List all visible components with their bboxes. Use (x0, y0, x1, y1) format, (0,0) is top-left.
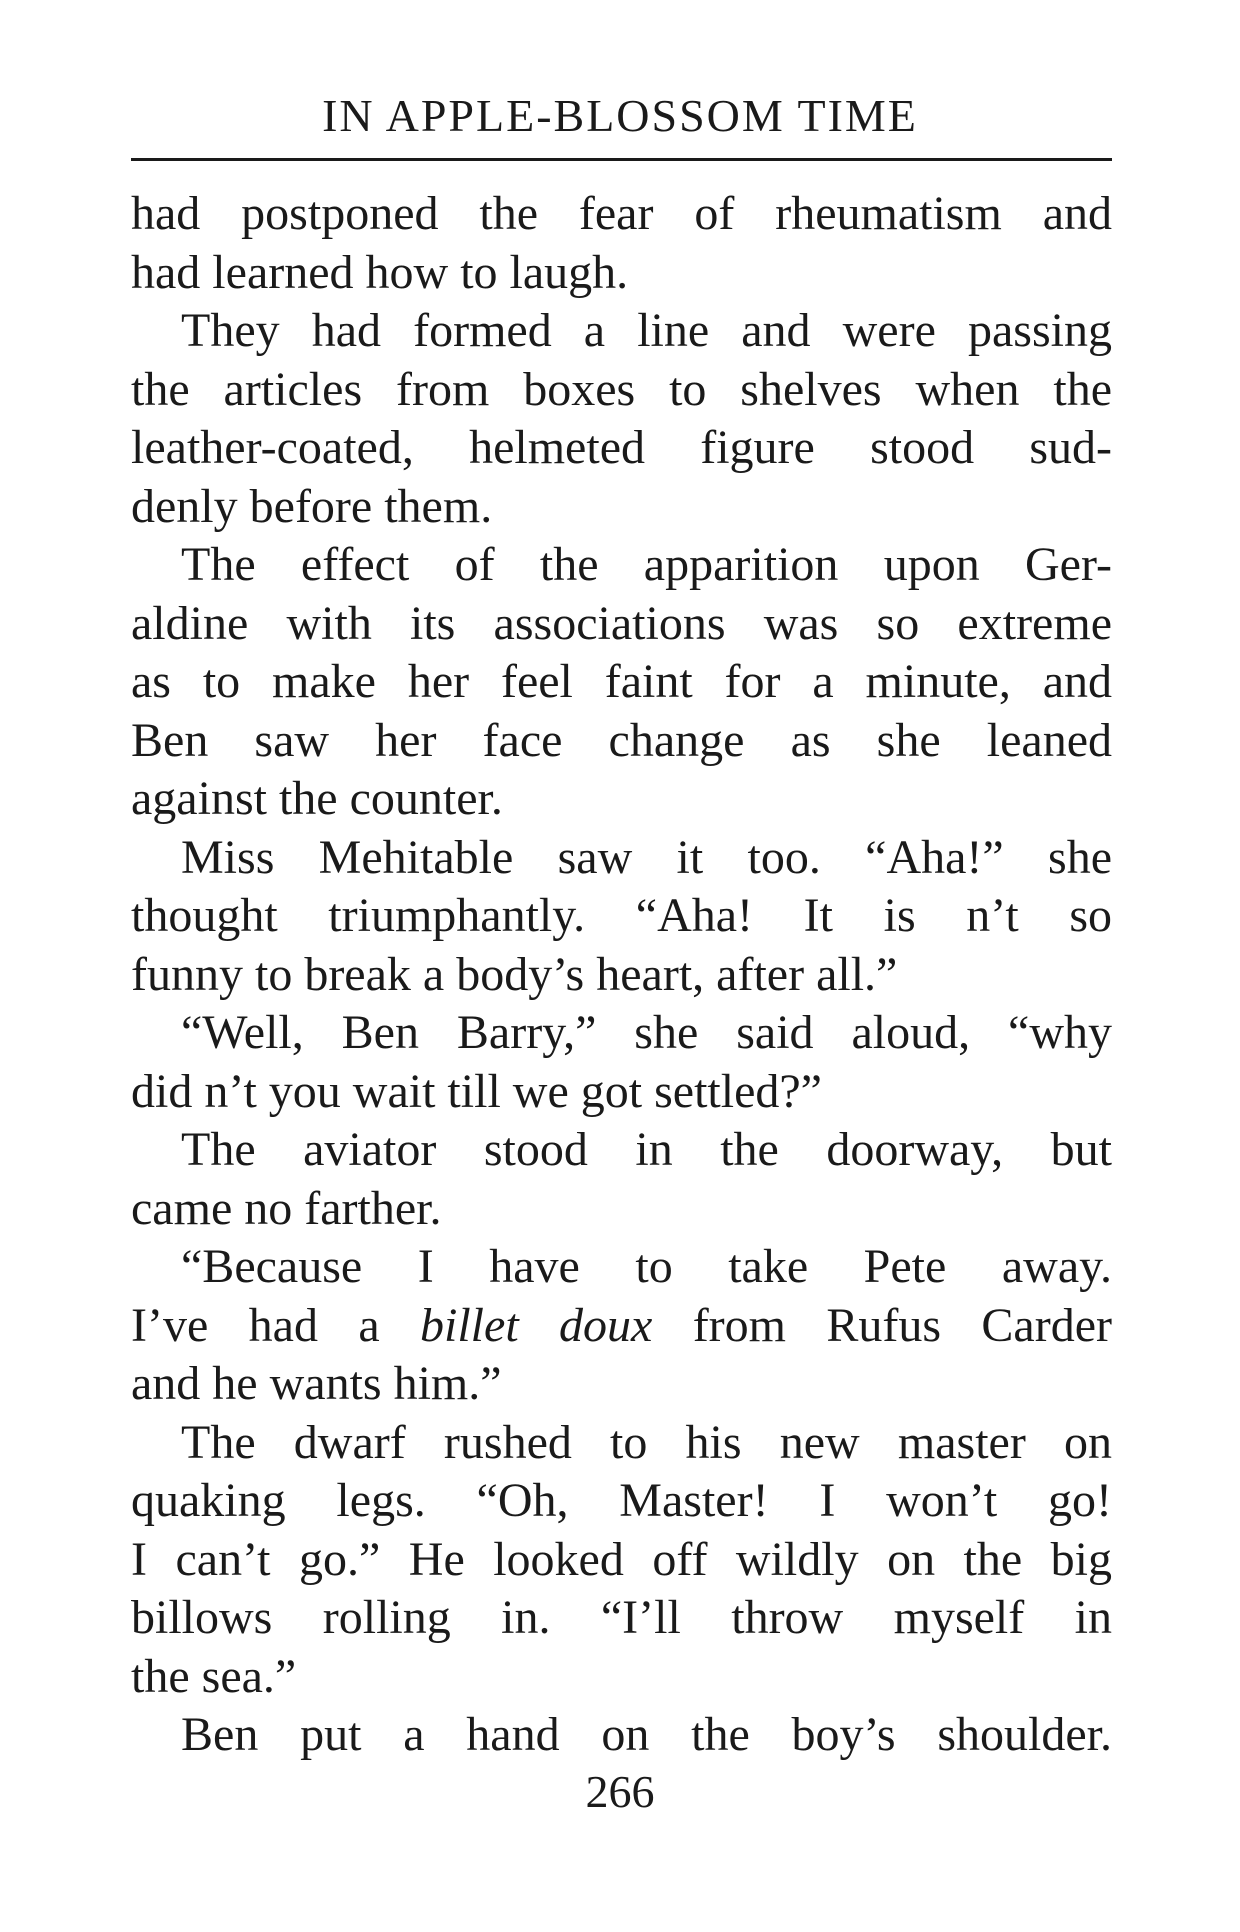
text-line: came no farther. (131, 1181, 442, 1235)
text-line: against the counter. (131, 772, 503, 825)
text-line: Ben saw her face change as she leaned (131, 713, 1112, 767)
text-line: Ben put a hand on the boy’s shoulder. (181, 1708, 1112, 1761)
text-line: “Well, Ben Barry,” she said aloud, “why (181, 1006, 1112, 1059)
text-line: and he wants him.” (131, 1357, 502, 1410)
running-head: IN APPLE-BLOSSOM TIME (322, 90, 918, 141)
text-line: The aviator stood in the doorway, but (181, 1123, 1112, 1176)
page-number: 266 (585, 1766, 655, 1817)
text-line: quaking legs. “Oh, Master! I won’t go! (131, 1474, 1112, 1527)
text-line: “Because I have to take Pete away. (181, 1240, 1112, 1293)
text-line: I can’t go.” He looked off wildly on the big (131, 1532, 1112, 1586)
text-line: the articles from boxes to shelves when the (131, 362, 1112, 416)
text-line: had postponed the fear of rheumatism and (131, 187, 1112, 240)
text-line: did n’t you wait till we got settled?” (131, 1064, 822, 1118)
text-line: aldine with its associations was so extreme (131, 596, 1112, 650)
text-line: The effect of the apparition upon Ger- (181, 538, 1112, 591)
text-line: as to make her feel faint for a minute, and (131, 655, 1112, 708)
text-line: funny to break a body’s heart, after all.” (131, 947, 898, 1001)
body-text (131, 185, 1112, 1765)
text-line: The dwarf rushed to his new master on (181, 1415, 1112, 1469)
text-line: They had formed a line and were passing (181, 304, 1112, 357)
text-line: thought triumphantly. “Aha! It is n’t so (131, 889, 1112, 942)
text-line: denly before them. (131, 479, 493, 533)
text-line (131, 1297, 1112, 1356)
text-run: I’ve had a (131, 1298, 420, 1352)
text-line: billows rolling in. “I’ll throw myself in (131, 1591, 1112, 1644)
text-line: Miss Mehitable saw it too. “Aha!” she (181, 830, 1112, 884)
text-line: the sea.” (131, 1649, 297, 1703)
header-rule (131, 158, 1112, 161)
italic-phrase: billet doux (420, 1298, 653, 1352)
text-line: leather-coated, helmeted figure stood sud- (131, 421, 1112, 474)
text-run: from Rufus Carder (652, 1298, 1113, 1352)
text-line: had learned how to laugh. (131, 245, 629, 299)
